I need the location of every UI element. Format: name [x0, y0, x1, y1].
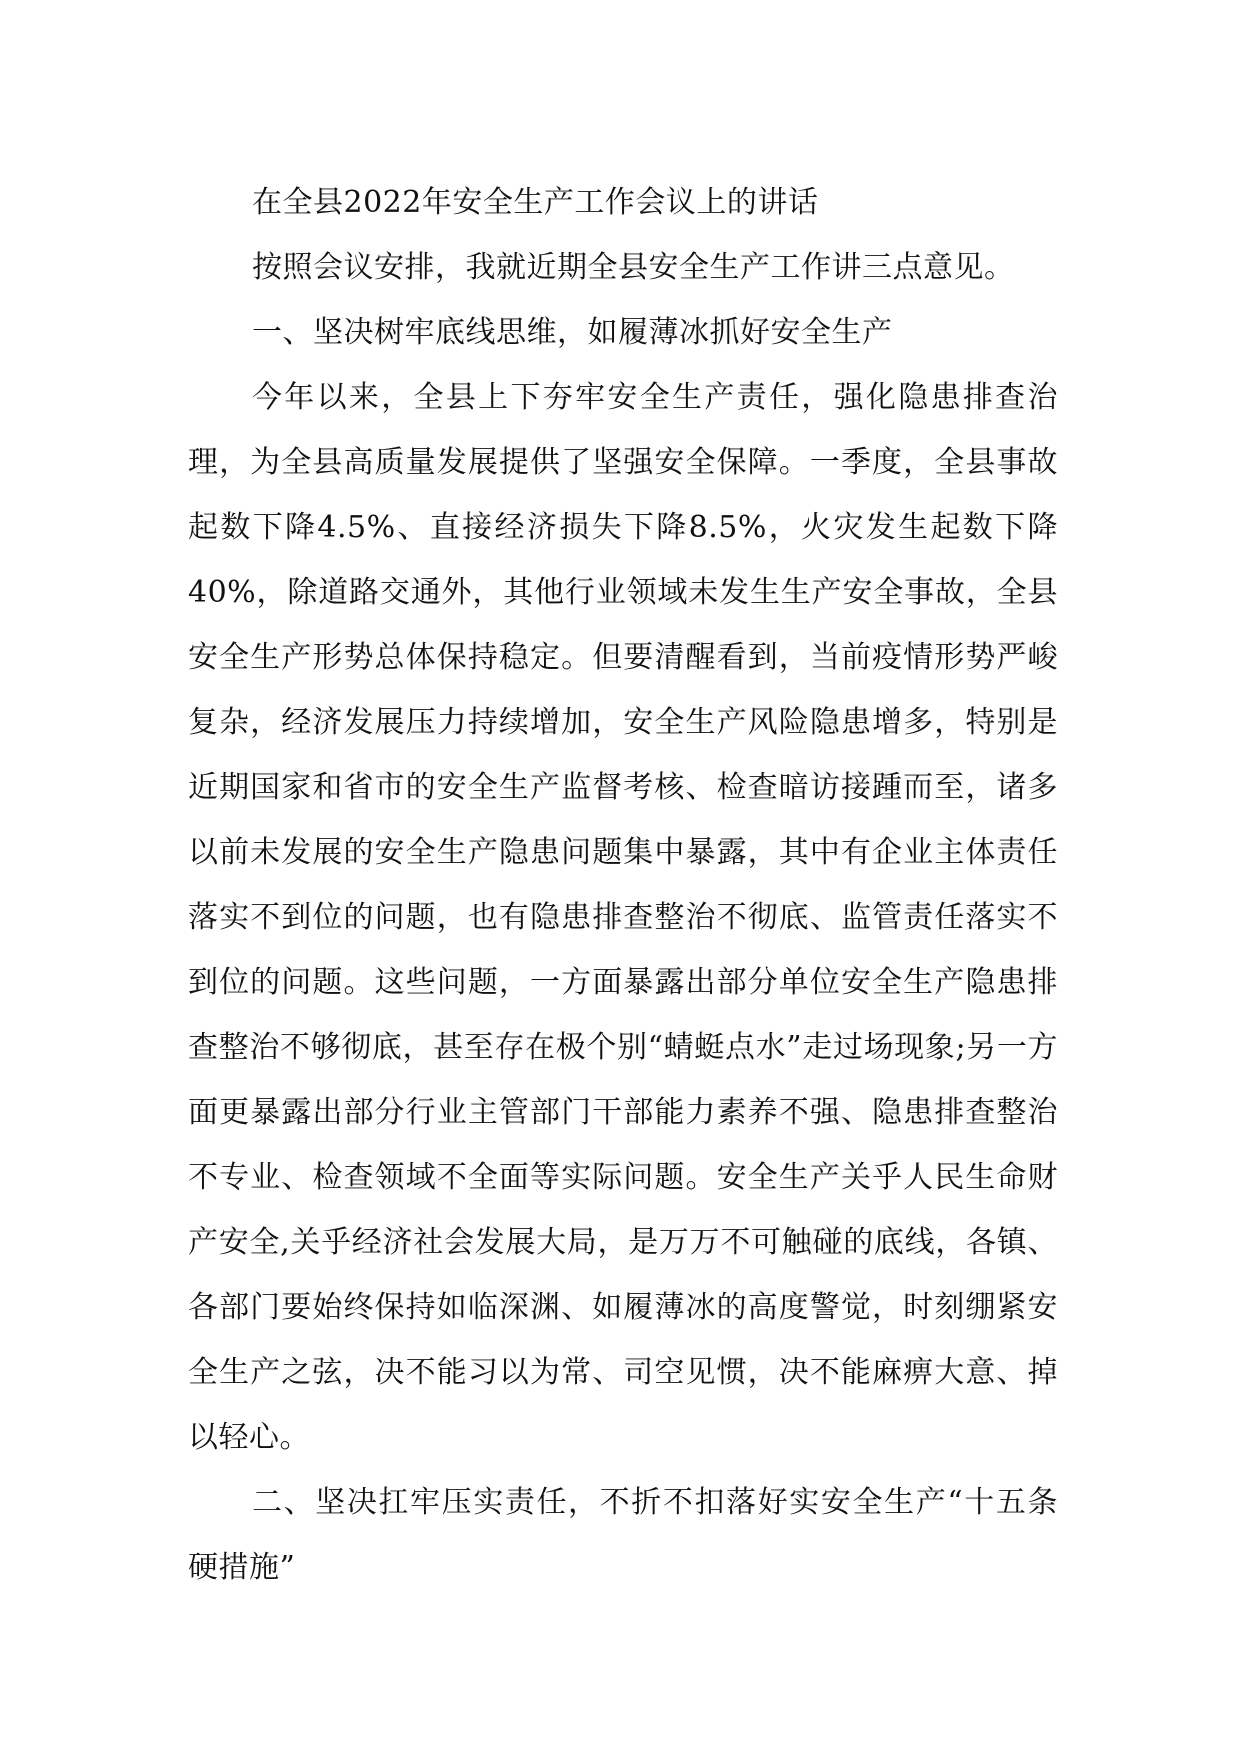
section-heading-2: 二、坚决扛牢压实责任，不折不扣落好实安全生产“十五条硬措施”	[188, 1485, 1058, 1585]
paragraph-body: 今年以来，全县上下夯牢安全生产责任，强化隐患排查治理，为全县高质量发展提供了坚强安全保障。一季度，全县事故起数下降4.5%、直接经济损失下降8.5%，火灾发生起数下降40%，除道路交通外，其他行业领域未发生生产安全事故，全县安全生产形势总体保持稳定。但要清醒看到，当前疫情形势严峻复杂，经济发展压力持续增加，安全生产风险隐患增多，特别是近期国家和省市的安全生产监督考核、检查暗访接踵而至，诸多以前未发展的安全生产隐患问题集中暴露，其中有企业主体责任落实不到位的问题，也有隐患排查整治不彻底、监管责任落实不到位的问题。这些问题，一方面暴露出部分单位安全生产隐患排查整治不够彻底，甚至存在极个别“蜻蜓点水”走过场现象;另一方面更暴露出部分行业主管部门干部能力素养不强、隐患排查整治不专业、检查领域不全面等实际问题。安全生产关乎人民生命财产安全,关乎经济社会发展大局，是万万不可触碰的底线，各镇、各部门要始终保持如临深渊、如履薄冰的高度警觉，时刻绷紧安全生产之弦，决不能习以为常、司空见惯，决不能麻痹大意、掉以轻心。	[188, 380, 1058, 1455]
paragraph-intro: 按照会议安排，我就近期全县安全生产工作讲三点意见。	[252, 250, 1015, 285]
section-heading-1: 一、坚决树牢底线思维，如履薄冰抓好安全生产	[252, 315, 893, 350]
document-body	[188, 170, 1058, 1600]
document-title: 在全县2022年安全生产工作会议上的讲话	[252, 185, 819, 220]
